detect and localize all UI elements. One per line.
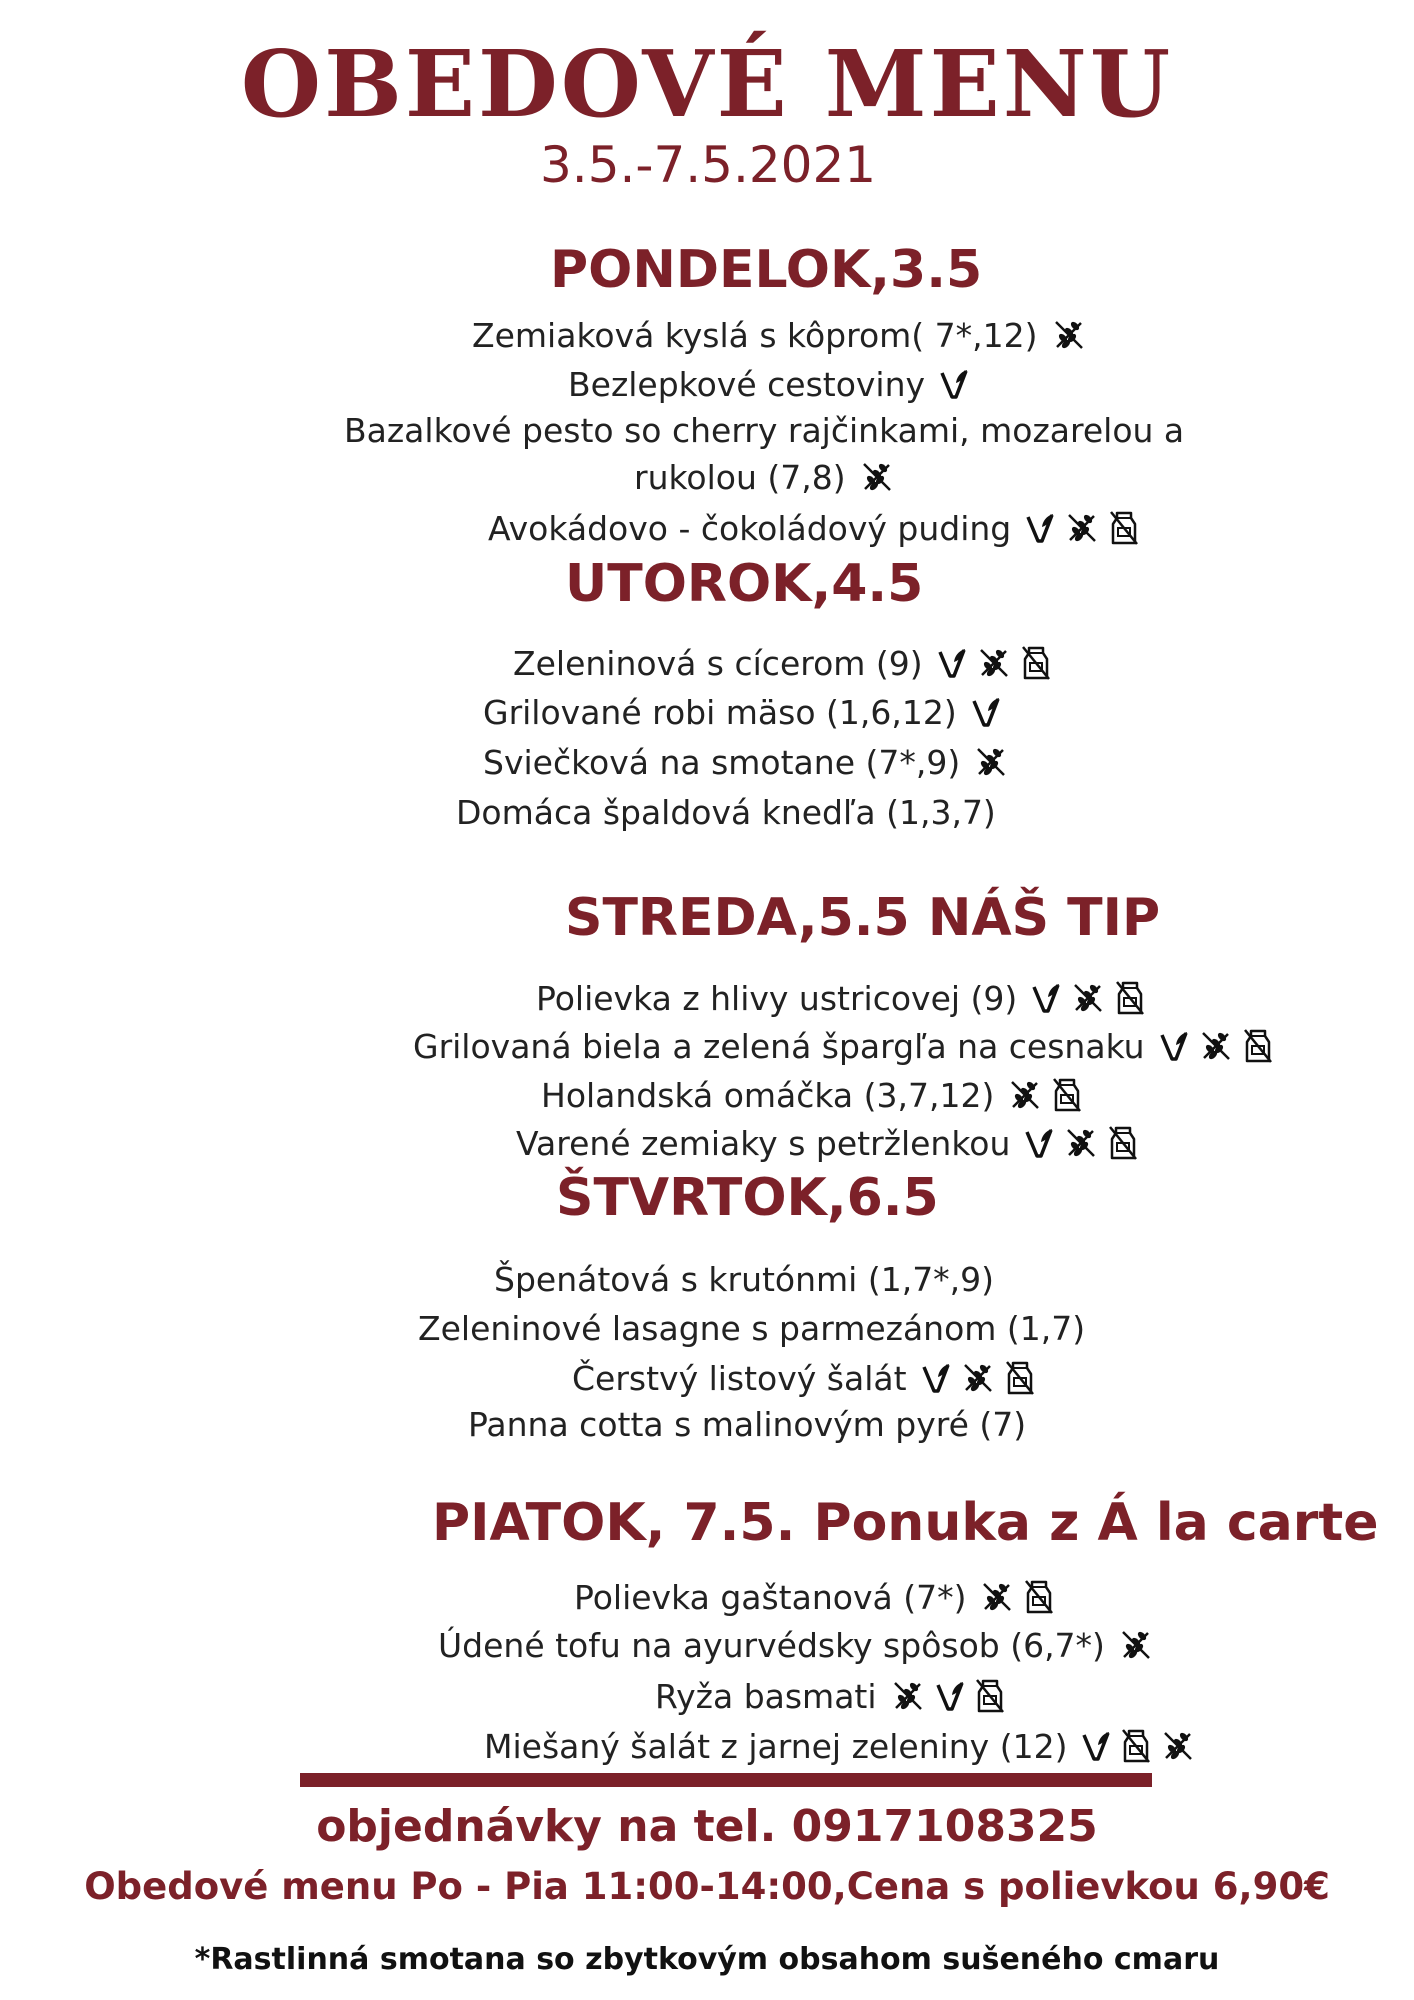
gluten-free-icon bbox=[974, 745, 1008, 779]
menu-item-text: Bazalkové pesto so cherry rajčinkami, mozarelou a bbox=[344, 411, 1185, 450]
menu-item-text: Zemiaková kyslá s kôprom( 7*,12) bbox=[472, 315, 1038, 355]
menu-item-text: Sviečková na smotane (7*,9) bbox=[483, 742, 961, 782]
gluten-free-icon bbox=[977, 646, 1011, 680]
footnote: *Rastlinná smotana so zbytkovým obsahom sušeného cmaru bbox=[194, 1942, 1220, 1977]
menu-item-text: Polievka z hlivy ustricovej (9) bbox=[536, 978, 1018, 1018]
gluten-free-icon bbox=[1065, 511, 1099, 545]
menu-item-text: Varené zemiaky s petržlenkou bbox=[516, 1123, 1011, 1163]
diet-icons bbox=[1052, 318, 1086, 352]
gluten-free-icon bbox=[1161, 1729, 1195, 1763]
menu-item bbox=[483, 742, 1008, 782]
day-heading-thursday: ŠTVRTOK,6.5 bbox=[556, 1168, 939, 1228]
diet-icons bbox=[1119, 1628, 1153, 1662]
menu-item bbox=[484, 1728, 1195, 1764]
menu-item-text: rukolou (7,8) bbox=[634, 457, 846, 497]
date-range: 3.5.-7.5.2021 bbox=[540, 136, 877, 194]
menu-item-text: Zeleninová s cícerom (9) bbox=[513, 643, 923, 683]
menu-item bbox=[418, 1309, 1086, 1348]
menu-item bbox=[494, 1260, 995, 1299]
lactose-free-icon bbox=[1121, 1728, 1151, 1764]
gluten-free-icon bbox=[860, 460, 894, 494]
opening-hours-price: Obedové menu Po - Pia 11:00-14:00,Cena s polievkou 6,90€ bbox=[84, 1865, 1330, 1908]
menu-item bbox=[568, 364, 969, 404]
menu-item bbox=[472, 315, 1086, 355]
menu-item-text: Ryža basmati bbox=[655, 1676, 877, 1716]
lactose-free-icon bbox=[1108, 1125, 1138, 1161]
gluten-free-icon bbox=[961, 1361, 995, 1395]
vegan-icon bbox=[921, 1361, 951, 1395]
menu-item-text: Údené tofu na ayurvédsky spôsob (6,7*) bbox=[438, 1625, 1105, 1665]
menu-item-text: Domáca špaldová knedľa (1,3,7) bbox=[456, 793, 996, 832]
vegan-icon bbox=[939, 367, 969, 401]
order-contact: objednávky na tel. 0917108325 bbox=[316, 1801, 1098, 1852]
menu-item-text: Grilovaná biela a zelená špargľa na cesnaku bbox=[413, 1026, 1145, 1066]
gluten-free-icon bbox=[1071, 981, 1105, 1015]
diet-icons bbox=[1081, 1728, 1195, 1764]
menu-item bbox=[468, 1405, 1027, 1444]
lactose-free-icon bbox=[1024, 1579, 1054, 1615]
menu-item bbox=[488, 510, 1139, 546]
gluten-free-icon bbox=[1199, 1029, 1233, 1063]
menu-item-text: Grilované robi mäso (1,6,12) bbox=[483, 692, 957, 732]
lactose-free-icon bbox=[1115, 980, 1145, 1016]
day-heading-monday: PONDELOK,3.5 bbox=[550, 240, 983, 300]
menu-item-text: Panna cotta s malinovým pyré (7) bbox=[468, 1405, 1027, 1444]
day-heading-friday: PIATOK, 7.5. Ponuka z Á la carte bbox=[432, 1493, 1379, 1553]
diet-icons bbox=[1008, 1077, 1082, 1113]
gluten-free-icon bbox=[980, 1580, 1014, 1614]
diet-icons bbox=[937, 645, 1051, 681]
menu-item bbox=[572, 1360, 1035, 1396]
diet-icons bbox=[1024, 1125, 1138, 1161]
menu-item bbox=[513, 645, 1051, 681]
diet-icons bbox=[891, 1678, 1005, 1714]
vegan-icon bbox=[935, 1679, 965, 1713]
vegan-icon bbox=[1024, 1126, 1054, 1160]
diet-icons bbox=[1031, 980, 1145, 1016]
menu-item-text: Čerstvý listový šalát bbox=[572, 1358, 907, 1398]
menu-item-text: Miešaný šalát z jarnej zeleniny (12) bbox=[484, 1726, 1068, 1766]
diet-icons bbox=[980, 1579, 1054, 1615]
lactose-free-icon bbox=[1052, 1077, 1082, 1113]
gluten-free-icon bbox=[1052, 318, 1086, 352]
lactose-free-icon bbox=[1243, 1028, 1273, 1064]
diet-icons bbox=[971, 695, 1001, 729]
menu-item bbox=[438, 1625, 1153, 1665]
menu-item bbox=[483, 692, 1001, 732]
day-heading-tuesday: UTOROK,4.5 bbox=[565, 554, 924, 614]
menu-item-text: Polievka gaštanová (7*) bbox=[574, 1577, 967, 1617]
menu-item bbox=[536, 980, 1145, 1016]
lactose-free-icon bbox=[975, 1678, 1005, 1714]
day-heading-wednesday: STREDA,5.5 NÁŠ TIP bbox=[565, 888, 1161, 948]
menu-item bbox=[655, 1678, 1005, 1714]
gluten-free-icon bbox=[1119, 1628, 1153, 1662]
menu-item bbox=[456, 793, 996, 832]
diet-icons bbox=[921, 1360, 1035, 1396]
vegan-icon bbox=[1081, 1729, 1111, 1763]
vegan-icon bbox=[971, 695, 1001, 729]
menu-item bbox=[574, 1579, 1054, 1615]
menu-item-text: Avokádovo - čokoládový puding bbox=[488, 508, 1012, 548]
menu-item-text: Bezlepkové cestoviny bbox=[568, 364, 926, 404]
vegan-icon bbox=[1025, 511, 1055, 545]
gluten-free-icon bbox=[891, 1679, 925, 1713]
diet-icons bbox=[1159, 1028, 1273, 1064]
menu-item-text: Zeleninové lasagne s parmezánom (1,7) bbox=[418, 1309, 1086, 1348]
divider bbox=[300, 1773, 1152, 1787]
gluten-free-icon bbox=[1064, 1126, 1098, 1160]
menu-item bbox=[413, 1028, 1273, 1064]
vegan-icon bbox=[1031, 981, 1061, 1015]
diet-icons bbox=[860, 460, 894, 494]
diet-icons bbox=[939, 367, 969, 401]
lactose-free-icon bbox=[1109, 510, 1139, 546]
lactose-free-icon bbox=[1005, 1360, 1035, 1396]
menu-item bbox=[541, 1077, 1082, 1113]
lactose-free-icon bbox=[1021, 645, 1051, 681]
vegan-icon bbox=[1159, 1029, 1189, 1063]
gluten-free-icon bbox=[1008, 1078, 1042, 1112]
menu-item bbox=[634, 457, 894, 497]
menu-item-text: Holandská omáčka (3,7,12) bbox=[541, 1075, 995, 1115]
menu-item bbox=[516, 1125, 1138, 1161]
menu-item bbox=[344, 411, 1185, 450]
diet-icons bbox=[974, 745, 1008, 779]
menu-title: OBEDOVÉ MENU bbox=[240, 30, 1174, 138]
vegan-icon bbox=[937, 646, 967, 680]
diet-icons bbox=[1025, 510, 1139, 546]
menu-item-text: Špenátová s krutónmi (1,7*,9) bbox=[494, 1260, 995, 1299]
